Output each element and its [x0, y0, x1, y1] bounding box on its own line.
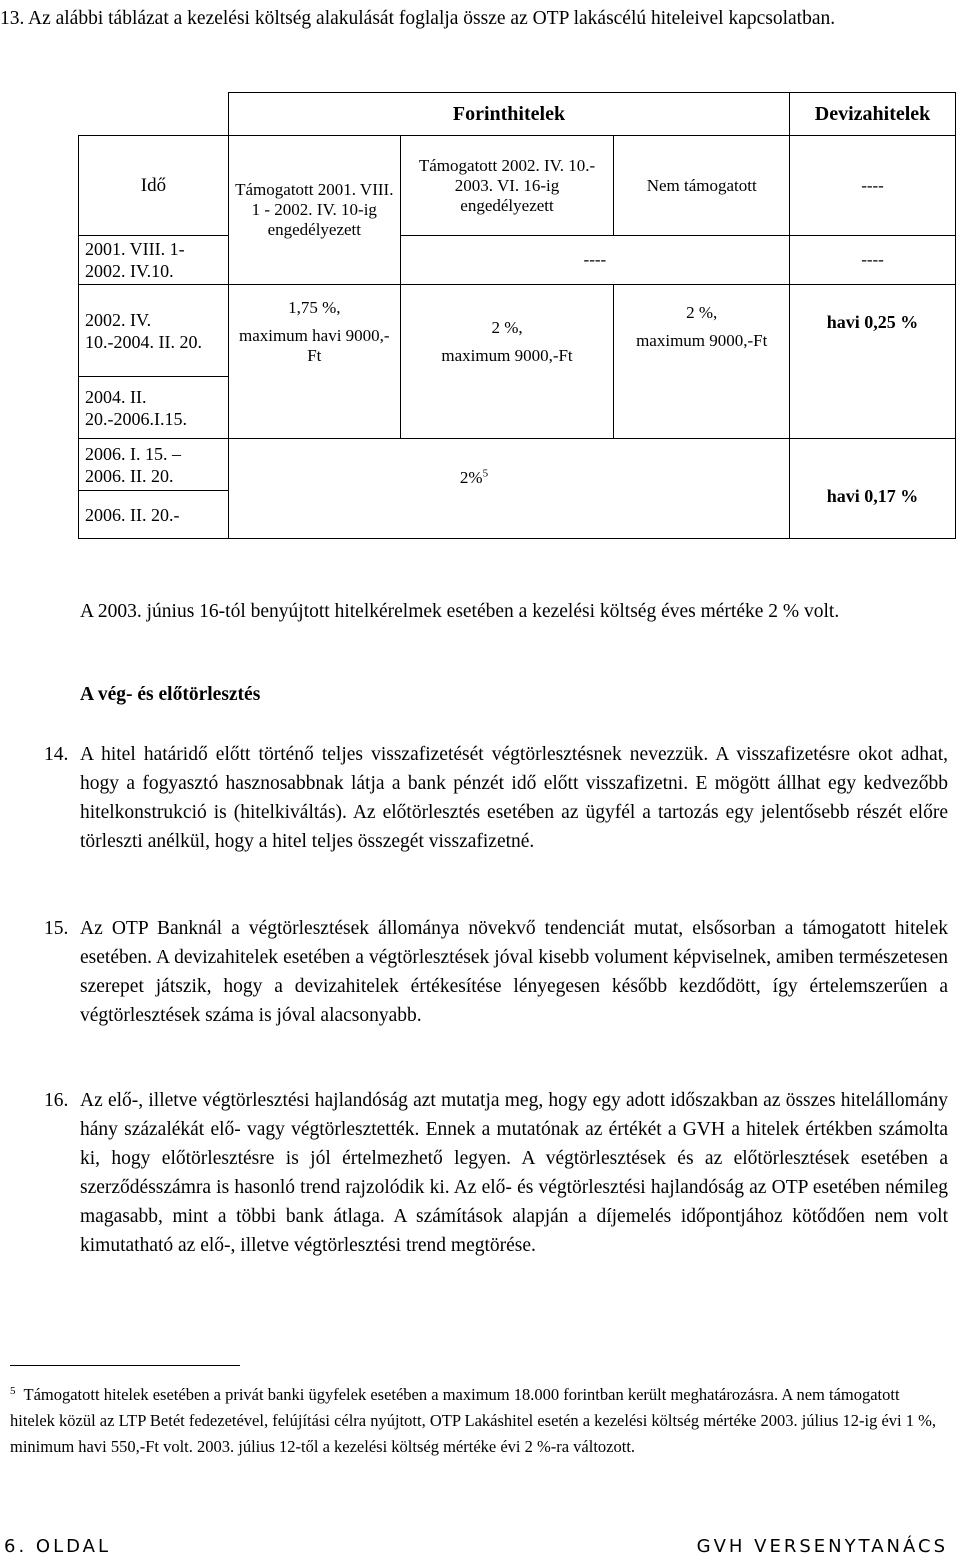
- row-label-5: 2006. II. 20.-: [79, 491, 229, 539]
- row1-forint-dash: ----: [400, 236, 789, 285]
- tamogatott-1-value-line2: maximum havi 9000,-Ft: [238, 325, 390, 365]
- row-label-2: 2002. IV. 10.-2004. II. 20.: [79, 285, 229, 377]
- row1-deviza-dash: ----: [790, 236, 956, 285]
- paragraph-number: 13.: [0, 8, 25, 29]
- paragraph-13: [0, 4, 948, 33]
- nem-tamogatott-value-line1: 2 %,: [686, 302, 718, 322]
- tamogatott-2-value-line2: maximum 9000,-Ft: [441, 345, 573, 365]
- col-tamogatott-1: Támogatott 2001. VIII. 1 - 2002. IV. 10-ig engedélyezett: [228, 136, 400, 285]
- tamogatott-2-value: [400, 285, 614, 439]
- col-deviza-dash: ----: [790, 136, 956, 236]
- header-deviza: Devizahitelek: [790, 93, 956, 136]
- footnote-ref: 5: [482, 467, 489, 480]
- merged-value-text: 2%: [459, 467, 483, 487]
- deviza-value-1-text: havi 0,25 %: [826, 311, 919, 332]
- tamogatott-2-value-line1: 2 %,: [491, 317, 523, 337]
- paragraph-text: Az elő-, illetve végtörlesztési hajlandóság azt mutatja meg, hogy egy adott időszakban az összes hitelállomány hány százalékát elő- vagy végtörlesztették. Ennek a mutatónak az értékét a GVH a hitelek értékben számolta ki, hogy előtörlesztésre is jól értelmezhető legyen. A végtörlesztések és az előtörlesztések esetében a szerződésszámra is hasonló trend rajzolódik ki. Az elő- és végtörlesztési hajlandóság az OTP esetében némileg magasabb, mint a többi bank átlaga. A számítások alapján a díjemelés időpontjához kötődően nem volt kimutatható az elő-, illetve végtörlesztési trend megtörése.: [80, 1090, 948, 1256]
- footnote-text: Támogatott hitelek esetében a privát banki ügyfelek esetében a maximum 18.000 forintban került meghatározásra. A nem támogatott hitelek közül az LTP Betét fedezetével, felújítási célra nyújtott, OTP Lakáshitel esetén a kezelési költség mértéke 2003. július 12-ig évi 1 %, minimum havi 550,-Ft volt. 2003. július 12-től a kezelési költség mértéke évi 2 %-ra változott.: [10, 1385, 936, 1456]
- deviza-value-1: [790, 285, 956, 439]
- row-label-4: 2006. I. 15. – 2006. II. 20.: [79, 439, 229, 491]
- paragraph-text: A hitel határidő előtt történő teljes visszafizetését végtörlesztésnek nevezzük. A visszafizetésre okot adhat, hogy a fogyasztó hasznosabbnak látja a bank pénzét idő előtt visszafizetni. E mögött állhat egy kedvezőbb hitelkonstrukció is (hitelkiváltás). Az előtörlesztés esetében az ügyfél a tartozás egy jelentősebb részét előre törleszti anélkül, hogy a hitel teljes összegét visszafizetné.: [80, 744, 948, 852]
- footnote: [10, 1378, 940, 1460]
- section-heading: A vég- és előtörlesztés: [80, 684, 261, 705]
- footnote-marker: 5: [10, 1385, 16, 1397]
- header-forint: Forinthitelek: [228, 93, 789, 136]
- paragraph-15: [0, 914, 948, 1030]
- paragraph-number: 15.: [44, 918, 69, 939]
- paragraph-14: [0, 740, 948, 856]
- paragraph-text: Az OTP Banknál a végtörlesztések állománya növekvő tendenciát mutat, elsősorban a támogatott hitelek esetében. A devizahitelek esetében a végtörlesztések jóval kisebb volument képviselnek, amiben természetesen szerepet játszik, hogy a devizahitelek értékesítése lényegesen később kezdődött, így értelemszerűen a végtörlesztések száma is jóval alacsonyabb.: [80, 918, 948, 1026]
- paragraph-number: 16.: [44, 1090, 69, 1111]
- merged-value: [228, 439, 789, 539]
- management-fee-table: [78, 92, 956, 539]
- page-footer: [0, 1536, 960, 1556]
- tamogatott-1-value-line1: 1,75 %,: [288, 297, 341, 317]
- col-nem-tamogatott: Nem támogatott: [614, 136, 790, 236]
- footnote-rule: [10, 1365, 240, 1366]
- deviza-value-2-text: havi 0,17 %: [826, 485, 919, 506]
- row-label-3: 2004. II. 20.-2006.I.15.: [79, 377, 229, 439]
- tamogatott-1-value: [228, 285, 400, 439]
- page-number: 6. OLDAL: [4, 1536, 111, 1557]
- table-note: [0, 597, 948, 626]
- paragraph-text: Az alábbi táblázat a kezelési költség alakulását foglalja össze az OTP lakáscélú hiteleivel kapcsolatban.: [28, 8, 836, 29]
- organization-name: GVH VERSENYTANÁCS: [696, 1536, 948, 1557]
- nem-tamogatott-value: [614, 285, 790, 439]
- paragraph-16: [0, 1086, 948, 1260]
- deviza-value-2: [790, 439, 956, 539]
- table-note-text: A 2003. június 16-tól benyújtott hitelkérelmek esetében a kezelési költség éves mértéke 2 % volt.: [80, 601, 840, 622]
- col-ido: Idő: [79, 136, 229, 236]
- row-label-1: 2001. VIII. 1-2002. IV.10.: [79, 236, 229, 285]
- col-tamogatott-2: Támogatott 2002. IV. 10.- 2003. VI. 16-ig engedélyezett: [400, 136, 614, 236]
- nem-tamogatott-value-line2: maximum 9000,-Ft: [636, 330, 768, 350]
- paragraph-number: 14.: [44, 744, 69, 765]
